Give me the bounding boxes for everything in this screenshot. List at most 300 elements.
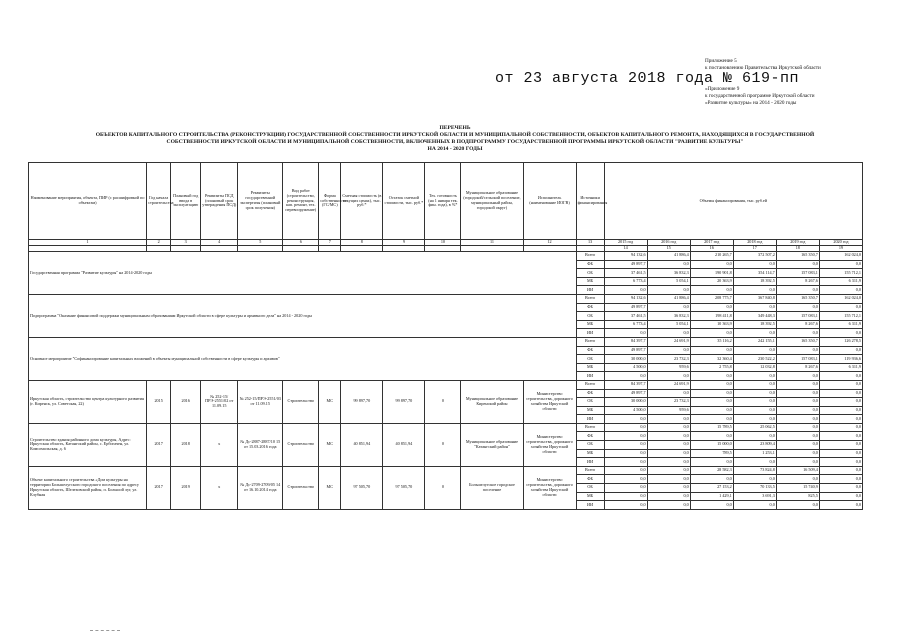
executor: Министерство строительства, дорожного хозяйства Иркутской области xyxy=(523,423,576,466)
funding-source: Всего xyxy=(576,423,604,432)
document-title-line: НА 2014 - 2020 ГОДЫ xyxy=(427,146,483,152)
column-number: 3 xyxy=(171,240,201,246)
work-type: Строительство xyxy=(283,423,319,466)
funding-value: 0,0 xyxy=(690,389,733,398)
table-row xyxy=(29,294,863,303)
work-type: Строительство xyxy=(283,466,319,509)
funding-value: 6 773,4 xyxy=(604,320,647,329)
funding-value: 0,0 xyxy=(819,380,862,389)
funding-value: 0,0 xyxy=(604,415,647,424)
section-label: Подпрограмма "Оказание финансовой поддержки муниципальным образованиям Иркутской области в сфере культуры и архивного дела" на 2014 - 2020 годы xyxy=(29,294,577,337)
funding-value: 0,0 xyxy=(604,423,647,432)
column-number: 12 xyxy=(523,240,576,246)
column-number: 4 xyxy=(201,240,238,246)
end-year: 2018 xyxy=(171,423,201,466)
appendix-line: Приложение 5 xyxy=(705,58,737,64)
funding-source: ФБ xyxy=(576,432,604,441)
funding-value: 190 901,8 xyxy=(690,269,733,278)
funding-value: 0,0 xyxy=(819,406,862,415)
column-header: Источники финансирования xyxy=(576,163,604,240)
funding-value: 73 824,8 xyxy=(733,466,776,475)
year-header: 2018 год xyxy=(733,240,776,246)
funding-source: ОБ xyxy=(576,355,604,364)
remaining-cost: 99 897,70 xyxy=(383,380,425,423)
funding-value: 0,0 xyxy=(733,501,776,510)
funding-value: 41 886,4 xyxy=(647,294,690,303)
funding-value: 0,0 xyxy=(733,475,776,484)
readiness: 0 xyxy=(425,466,461,509)
funding-value: 23 732,3 xyxy=(647,398,690,407)
funding-value: 37 461,5 xyxy=(604,269,647,278)
ownership: МС xyxy=(319,380,341,423)
funding-value: 0,0 xyxy=(819,492,862,501)
funding-value: 155 712,1 xyxy=(819,312,862,321)
funding-value: 0,0 xyxy=(733,458,776,467)
funding-value: 0,0 xyxy=(733,389,776,398)
expertise-details: № Дс-2709-2709/05 14 от 16.10.2014 года xyxy=(238,466,283,509)
funding-value: 0,0 xyxy=(690,372,733,381)
objects-table xyxy=(28,162,863,510)
column-header: Объемы финансирования, тыс. руб.ей xyxy=(604,163,862,240)
funding-source: Всего xyxy=(576,337,604,346)
funding-value: 0,0 xyxy=(819,484,862,493)
funding-value: 162 024,0 xyxy=(819,294,862,303)
funding-value: 1 253,1 xyxy=(733,449,776,458)
funding-value: 23 732,3 xyxy=(647,355,690,364)
column-header: Год начала строительства xyxy=(147,163,171,240)
funding-source: Всего xyxy=(576,294,604,303)
funding-value: 0,0 xyxy=(647,415,690,424)
funding-source: ОБ xyxy=(576,441,604,450)
funding-value: 15 789,5 xyxy=(690,423,733,432)
funding-value: 0,0 xyxy=(819,329,862,338)
funding-value: 0,0 xyxy=(647,423,690,432)
column-header: Тех. готовность (на 1 января тек. фин. года), в %* xyxy=(425,163,461,240)
appendix-line: к государственной программе Иркутской области xyxy=(705,93,815,99)
funding-value: 0,0 xyxy=(733,260,776,269)
funding-value: 0,0 xyxy=(647,260,690,269)
remaining-cost: 97 505,70 xyxy=(383,466,425,509)
funding-value: 0,0 xyxy=(776,458,819,467)
expertise-details: № 252-15/ПРЭ-2551/03 от 11.09.15 xyxy=(238,380,283,423)
expertise-details: № Дс-2887-2887/10 15 от 15.03.2016 года xyxy=(238,423,283,466)
funding-value: 6 311,9 xyxy=(819,277,862,286)
estimated-cost: 40 851,94 xyxy=(341,423,383,466)
funding-value: 0,0 xyxy=(819,475,862,484)
object-name: Объект капитального строительства «Дом культуры на территории Большелугского городского поселения по адресу Иркутская область, Шелеховский район, п. Большой луг, ул. Клубная xyxy=(29,466,147,509)
year-header: 2019 год xyxy=(776,240,819,246)
funding-value: 0,0 xyxy=(776,398,819,407)
order-stamp: от 23 августа 2018 года № 619-пп xyxy=(495,70,800,87)
funding-source: ИИ xyxy=(576,501,604,510)
funding-value: 30 000,0 xyxy=(604,355,647,364)
object-name: Строительство здания районного дома культуры, Адрес: Иркутская область, Катангский район, с. Ербогачен, ул. Комсомольская, д. 6 xyxy=(29,423,147,466)
funding-value: 354 114,7 xyxy=(733,269,776,278)
funding-source: ОБ xyxy=(576,269,604,278)
funding-value: 0,0 xyxy=(776,389,819,398)
funding-value: 0,0 xyxy=(690,329,733,338)
funding-source: ИИ xyxy=(576,415,604,424)
funding-value: 0,0 xyxy=(776,475,819,484)
document-title: ПЕРЕЧЕНЬ xyxy=(439,125,471,131)
funding-value: 35 116,2 xyxy=(690,337,733,346)
funding-value: 0,0 xyxy=(776,501,819,510)
funding-value: 2 755,8 xyxy=(690,363,733,372)
funding-value: 0,0 xyxy=(604,441,647,450)
funding-value: 0,0 xyxy=(819,441,862,450)
funding-value: 3 691,3 xyxy=(733,492,776,501)
column-number: 15 xyxy=(647,246,690,252)
column-header: Плановый год ввода в эксплуатацию xyxy=(171,163,201,240)
column-number: 6 xyxy=(283,240,319,246)
funding-value: 0,0 xyxy=(690,346,733,355)
municipality: Большелугское городское поселение xyxy=(461,466,523,509)
estimated-cost: 99 897,70 xyxy=(341,380,383,423)
funding-value: 349 448,3 xyxy=(733,312,776,321)
funding-value: 30 000,0 xyxy=(604,398,647,407)
funding-value: 0,0 xyxy=(776,380,819,389)
funding-value: 165 350,7 xyxy=(776,294,819,303)
funding-value: 372 507,2 xyxy=(733,252,776,261)
funding-value: 0,0 xyxy=(819,449,862,458)
column-header: Реквизиты государственной экспертизы (плановый срок получения) xyxy=(238,163,283,240)
funding-value: 94 132,6 xyxy=(604,294,647,303)
funding-value: 25 062,5 xyxy=(733,423,776,432)
funding-value: 0,0 xyxy=(690,380,733,389)
start-year: 2017 xyxy=(147,466,171,509)
funding-value: 0,0 xyxy=(647,466,690,475)
funding-value: 20 363,9 xyxy=(690,277,733,286)
funding-value: 208 775,7 xyxy=(690,294,733,303)
funding-value: 37 461,5 xyxy=(604,312,647,321)
column-number: 16 xyxy=(690,246,733,252)
funding-value: 0,0 xyxy=(819,501,862,510)
column-header: Реквизиты ПСД (плановый срок утверждения ПСД) xyxy=(201,163,238,240)
funding-value: 0,0 xyxy=(819,346,862,355)
funding-value: 0,0 xyxy=(733,415,776,424)
funding-value: 84 397,7 xyxy=(604,337,647,346)
table-row xyxy=(29,380,863,389)
funding-value: 0,0 xyxy=(690,286,733,295)
appendix-line: к постановлению Правительства Иркутской области xyxy=(705,65,821,71)
funding-value: 162 024,0 xyxy=(819,252,862,261)
funding-value: 15 000,0 xyxy=(690,441,733,450)
objects-table-wrapper xyxy=(28,162,863,510)
funding-source: ОБ xyxy=(576,312,604,321)
funding-value: 157 083,1 xyxy=(776,312,819,321)
funding-value: 0,0 xyxy=(604,492,647,501)
funding-value: 8 267,6 xyxy=(776,320,819,329)
column-header: Сметная стоимость (в текущих ценах), тыс. руб.* xyxy=(341,163,383,240)
funding-value: 0,0 xyxy=(733,329,776,338)
funding-source: ФБ xyxy=(576,303,604,312)
funding-value: 0,0 xyxy=(647,389,690,398)
year-header: 2017 год xyxy=(690,240,733,246)
column-header: Наименование мероприятия, объекта, ПИР (с расшифровкой по объектам) xyxy=(29,163,147,240)
section-label: Основное мероприятие "Софинансирование капитальных вложений в объекты муниципальной собственности в сфере культуры и архивов" xyxy=(29,337,577,380)
start-year: 2017 xyxy=(147,423,171,466)
column-number: 17 xyxy=(733,246,776,252)
funding-value: 0,0 xyxy=(690,415,733,424)
funding-value: 0,0 xyxy=(819,372,862,381)
funding-source: МБ xyxy=(576,406,604,415)
column-number: 8 xyxy=(341,240,383,246)
funding-value: 0,0 xyxy=(819,423,862,432)
ownership: МС xyxy=(319,423,341,466)
funding-value: 0,0 xyxy=(690,260,733,269)
funding-value: 0,0 xyxy=(604,501,647,510)
funding-value: 0,0 xyxy=(819,260,862,269)
column-number: 5 xyxy=(238,240,283,246)
funding-value: 5 054,1 xyxy=(647,277,690,286)
funding-value: 0,0 xyxy=(776,303,819,312)
funding-value: 165 350,7 xyxy=(776,252,819,261)
funding-value: 0,0 xyxy=(733,286,776,295)
funding-source: Всего xyxy=(576,380,604,389)
funding-value: 0,0 xyxy=(819,286,862,295)
funding-value: 1 429,1 xyxy=(690,492,733,501)
funding-value: 24 691,9 xyxy=(647,380,690,389)
funding-value: 0,0 xyxy=(776,372,819,381)
funding-value: 18 392,5 xyxy=(733,277,776,286)
funding-source: ИИ xyxy=(576,329,604,338)
column-number: 1 xyxy=(29,240,147,246)
funding-value: 155 712,1 xyxy=(819,269,862,278)
funding-value: 959,6 xyxy=(647,363,690,372)
column-header: Исполнитель (наименование ИОГВ) xyxy=(523,163,576,240)
funding-value: 0,0 xyxy=(690,398,733,407)
funding-value: 0,0 xyxy=(604,329,647,338)
funding-value: 0,0 xyxy=(690,475,733,484)
funding-source: МБ xyxy=(576,492,604,501)
funding-value: 157 083,1 xyxy=(776,355,819,364)
column-number: 18 xyxy=(776,246,819,252)
funding-source: ИИ xyxy=(576,286,604,295)
funding-value: 0,0 xyxy=(647,492,690,501)
funding-value: 4 500,0 xyxy=(604,406,647,415)
funding-value: 198 411,8 xyxy=(690,312,733,321)
funding-value: 0,0 xyxy=(776,423,819,432)
column-number: 14 xyxy=(604,246,647,252)
funding-value: 84 397,7 xyxy=(604,380,647,389)
funding-value: 0,0 xyxy=(604,484,647,493)
executor: Министерство строительства, дорожного хозяйства Иркутской области xyxy=(523,466,576,509)
funding-source: МБ xyxy=(576,449,604,458)
funding-value: 0,0 xyxy=(647,432,690,441)
funding-value: 0,0 xyxy=(776,329,819,338)
funding-value: 0,0 xyxy=(647,458,690,467)
funding-value: 126 278,5 xyxy=(819,337,862,346)
funding-value: 49 897,7 xyxy=(604,346,647,355)
funding-value: 0,0 xyxy=(819,389,862,398)
column-number: 13 xyxy=(576,240,604,246)
funding-value: 0,0 xyxy=(776,286,819,295)
funding-value: 49 897,7 xyxy=(604,303,647,312)
funding-value: 0,0 xyxy=(690,432,733,441)
column-number: 11 xyxy=(461,240,523,246)
funding-value: 210 265,7 xyxy=(690,252,733,261)
municipality: Муниципальное образование "Катангский район" xyxy=(461,423,523,466)
municipality: Муниципальное образование Киренский район xyxy=(461,380,523,423)
funding-value: 0,0 xyxy=(733,346,776,355)
funding-value: 0,0 xyxy=(819,466,862,475)
funding-source: ИИ xyxy=(576,458,604,467)
funding-value: 0,0 xyxy=(647,501,690,510)
estimated-cost: 97 505,70 xyxy=(341,466,383,509)
funding-value: 0,0 xyxy=(733,406,776,415)
funding-value: 94 132,6 xyxy=(604,252,647,261)
funding-value: 0,0 xyxy=(819,415,862,424)
funding-value: 789,5 xyxy=(690,449,733,458)
funding-source: ФБ xyxy=(576,389,604,398)
funding-source: ФБ xyxy=(576,260,604,269)
funding-source: МБ xyxy=(576,277,604,286)
funding-value: 23 809,4 xyxy=(733,441,776,450)
funding-value: 0,0 xyxy=(647,303,690,312)
executor: Министерство строительства, дорожного хозяйства Иркутской области xyxy=(523,380,576,423)
funding-source: ИИ xyxy=(576,372,604,381)
column-number: 9 xyxy=(383,240,425,246)
funding-value: 230 522,2 xyxy=(733,355,776,364)
funding-value: 0,0 xyxy=(776,406,819,415)
funding-value: 41 886,4 xyxy=(647,252,690,261)
section-label: Государственная программа "Развитие культуры" на 2014-2020 годы xyxy=(29,252,577,295)
funding-value: 36 832,3 xyxy=(647,269,690,278)
start-year: 2015 xyxy=(147,380,171,423)
work-type: Строительство xyxy=(283,380,319,423)
funding-value: 6 311,9 xyxy=(819,363,862,372)
column-number: 7 xyxy=(319,240,341,246)
funding-value: 8 267,6 xyxy=(776,277,819,286)
appendix-line: «Развитие культуры» на 2014 - 2020 годы xyxy=(705,100,797,106)
funding-value: 10 363,9 xyxy=(690,320,733,329)
table-row xyxy=(29,252,863,261)
funding-value: 6 311,9 xyxy=(819,320,862,329)
column-header: Остаток сметной стоимости, тыс. руб.* xyxy=(383,163,425,240)
readiness: 0 xyxy=(425,423,461,466)
page-footer-mark xyxy=(90,630,120,632)
funding-value: 15 740,9 xyxy=(776,484,819,493)
funding-value: 0,0 xyxy=(647,449,690,458)
table-row xyxy=(29,466,863,475)
funding-value: 157 083,1 xyxy=(776,269,819,278)
year-header: 2016 год xyxy=(647,240,690,246)
funding-value: 0,0 xyxy=(604,458,647,467)
funding-value: 119 936,6 xyxy=(819,355,862,364)
funding-value: 5 054,1 xyxy=(647,320,690,329)
funding-value: 959,6 xyxy=(647,406,690,415)
object-name: Иркутская область, строительство центра культурного развития (г. Киренск, ул. Советская, 22) xyxy=(29,380,147,423)
funding-value: 0,0 xyxy=(819,398,862,407)
funding-value: 0,0 xyxy=(604,286,647,295)
funding-value: 367 840,8 xyxy=(733,294,776,303)
funding-source: Всего xyxy=(576,466,604,475)
end-year: 2016 xyxy=(171,380,201,423)
end-year: 2019 xyxy=(171,466,201,509)
funding-value: 0,0 xyxy=(647,286,690,295)
funding-value: 0,0 xyxy=(776,346,819,355)
funding-value: 0,0 xyxy=(776,449,819,458)
funding-value: 12 032,8 xyxy=(733,363,776,372)
column-header: Вид работ (строительство, реконструкция, кап. ремонт, тех. перевооружение) xyxy=(283,163,319,240)
funding-value: 0,0 xyxy=(647,475,690,484)
funding-value: 0,0 xyxy=(733,432,776,441)
funding-value: 0,0 xyxy=(776,441,819,450)
funding-value: 0,0 xyxy=(647,329,690,338)
funding-value: 8 267,6 xyxy=(776,363,819,372)
column-number: 19 xyxy=(819,246,862,252)
funding-source: ФБ xyxy=(576,475,604,484)
funding-value: 6 773,4 xyxy=(604,277,647,286)
psd-details: № 252-15/ПРЭ-2551/02 от 11.09.15 xyxy=(201,380,238,423)
funding-value: 0,0 xyxy=(647,441,690,450)
funding-value: 4 500,0 xyxy=(604,363,647,372)
funding-source: МБ xyxy=(576,320,604,329)
document-title-line: СОБСТВЕННОСТИ ИРКУТСКОЙ ОБЛАСТИ И МУНИЦИПАЛЬНОЙ СОБСТВЕННОСТИ, ВКЛЮЧЕННЫХ В ПОДПРОГРАММУ ГОСУДАРСТВЕННОЙ ПРОГРАММЫ ИРКУТСКОЙ ОБЛАСТИ "РАЗВИТИЕ КУЛЬТУРЫ" xyxy=(166,139,744,145)
funding-value: 0,0 xyxy=(819,303,862,312)
funding-source: ФБ xyxy=(576,346,604,355)
funding-value: 18 392,5 xyxy=(733,320,776,329)
funding-source: ОБ xyxy=(576,484,604,493)
funding-value: 0,0 xyxy=(733,398,776,407)
funding-value: 0,0 xyxy=(776,415,819,424)
funding-source: МБ xyxy=(576,363,604,372)
year-header: 2015 год xyxy=(604,240,647,246)
funding-value: 36 832,3 xyxy=(647,312,690,321)
funding-value: 0,0 xyxy=(604,475,647,484)
document-title-line: ОБЪЕКТОВ КАПИТАЛЬНОГО СТРОИТЕЛЬСТВА (РЕКОНСТРУКЦИИ) ГОСУДАРСТВЕННОЙ СОБСТВЕННОСТИ ИРКУТСКОЙ ОБЛАСТИ И МУНИЦИПАЛЬНОЙ СОБСТВЕННОСТИ, ОБЪЕКТОВ КАПИТАЛЬНОГО РЕМОНТА, НАХОДЯЩИХСЯ В ГОСУДАРСТВЕННОЙ xyxy=(95,132,815,138)
funding-value: 0,0 xyxy=(604,432,647,441)
column-header: Форма собственности (ГС/МС) xyxy=(319,163,341,240)
column-number: 2 xyxy=(147,240,171,246)
funding-value: 0,0 xyxy=(647,484,690,493)
column-number: 10 xyxy=(425,240,461,246)
funding-value: 16 509,4 xyxy=(776,466,819,475)
funding-value: 0,0 xyxy=(776,260,819,269)
funding-value: 0,0 xyxy=(604,449,647,458)
psd-details: х xyxy=(201,423,238,466)
funding-value: 0,0 xyxy=(733,380,776,389)
column-header: Муниципальное образование (городской/сельский поселение, муниципальный район, городской округ) xyxy=(461,163,523,240)
funding-value: 0,0 xyxy=(690,303,733,312)
remaining-cost: 40 851,94 xyxy=(383,423,425,466)
funding-value: 49 897,7 xyxy=(604,389,647,398)
funding-value: 0,0 xyxy=(733,372,776,381)
funding-source: ОБ xyxy=(576,398,604,407)
funding-value: 0,0 xyxy=(690,501,733,510)
table-row xyxy=(29,337,863,346)
table-row xyxy=(29,423,863,432)
funding-value: 0,0 xyxy=(604,372,647,381)
funding-source: Всего xyxy=(576,252,604,261)
funding-value: 0,0 xyxy=(819,458,862,467)
funding-value: 0,0 xyxy=(604,466,647,475)
year-header: 2020 год xyxy=(819,240,862,246)
funding-value: 0,0 xyxy=(690,458,733,467)
funding-value: 70 133,5 xyxy=(733,484,776,493)
readiness: 0 xyxy=(425,380,461,423)
funding-value: 32 360,4 xyxy=(690,355,733,364)
funding-value: 49 897,7 xyxy=(604,260,647,269)
funding-value: 0,0 xyxy=(690,406,733,415)
funding-value: 0,0 xyxy=(647,346,690,355)
funding-value: 242 155,1 xyxy=(733,337,776,346)
funding-value: 0,0 xyxy=(647,372,690,381)
funding-value: 0,0 xyxy=(776,432,819,441)
appendix-line: «Приложение 9 xyxy=(705,86,740,92)
funding-value: 27 153,2 xyxy=(690,484,733,493)
table-header-row xyxy=(29,163,863,240)
